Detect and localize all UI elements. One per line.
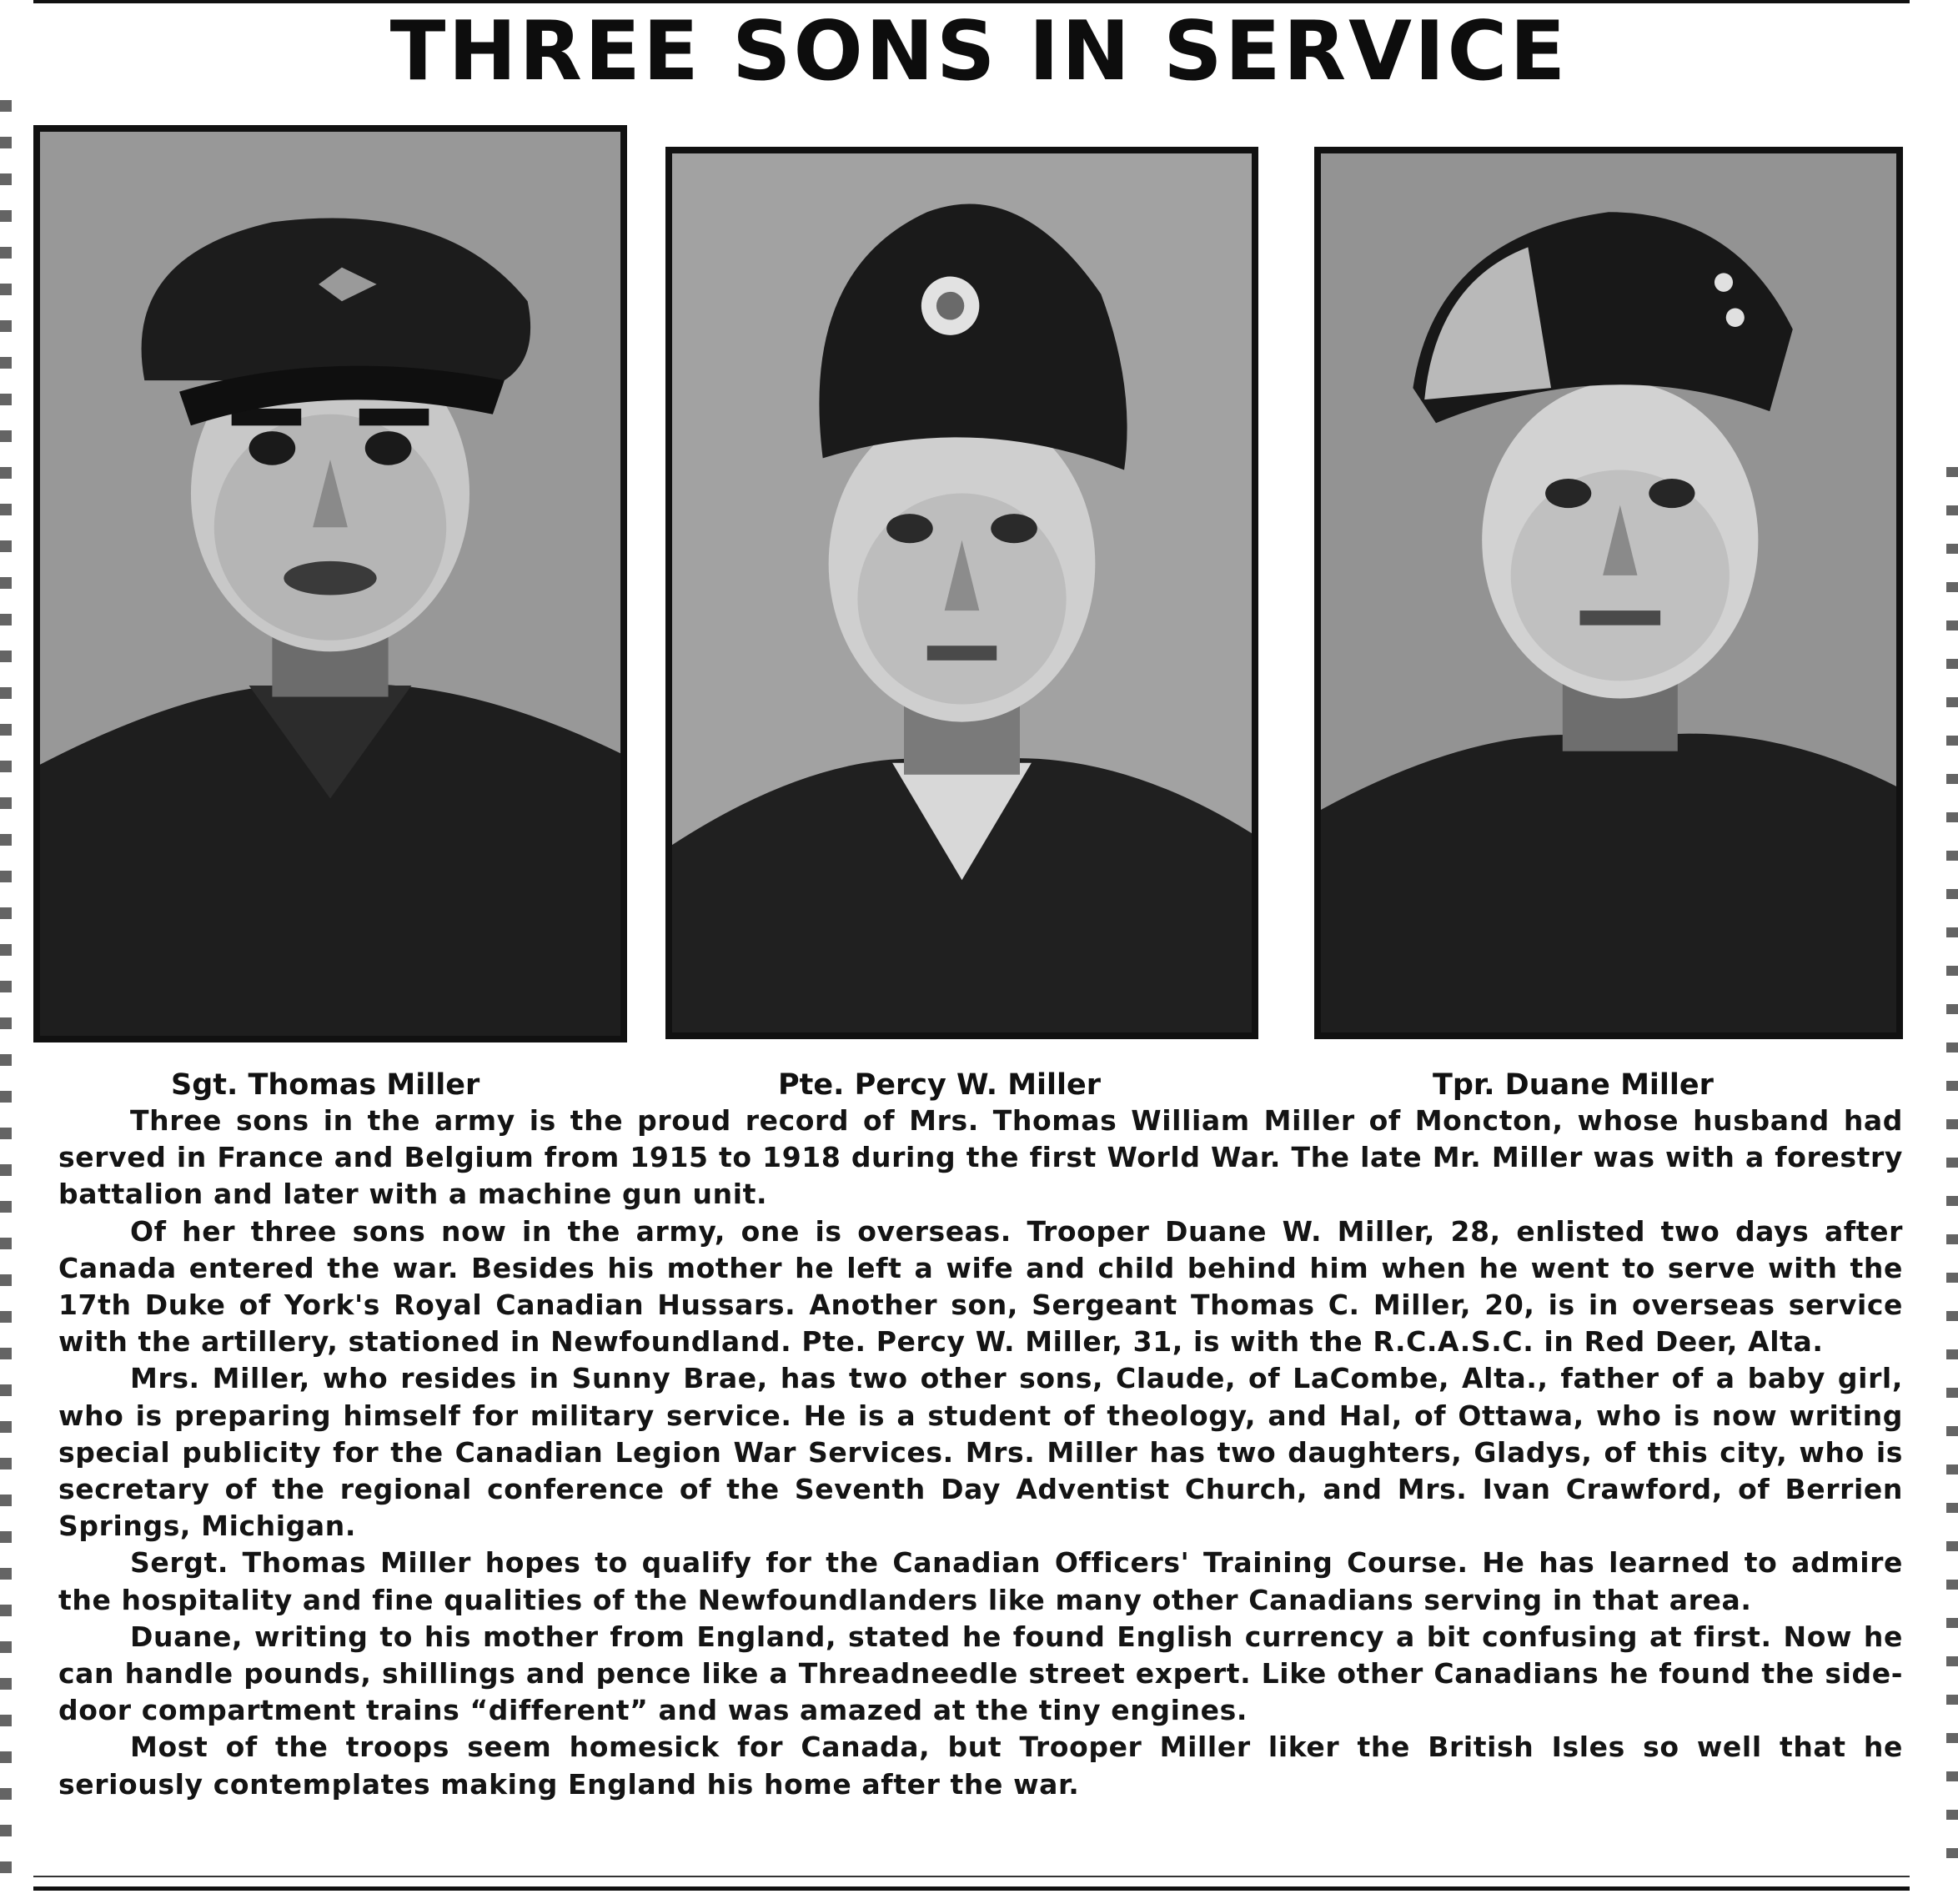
headline: THREE SONS IN SERVICE [389,4,1569,99]
right-margin-fragment [1946,467,1958,1885]
paragraph: Mrs. Miller, who resides in Sunny Brae, has two other sons, Claude, of LaCombe, Alta., father of a baby girl, who is preparing himself for military service. He is a student of theology, and Hal, of Ottawa, who is now writing special publicity for the Canadian Legion War Services. Mrs. Miller has two daughters, Gladys, of this city, who is secretary of the regional conference of the Seventh Day Adventist Church, and Mrs. Ivan Crawford, of Berrien Springs, Michigan. [58,1362,1903,1543]
paragraph: Of her three sons now in the army, one is overseas. Trooper Duane W. Miller, 28, enlisted two days after Canada entered the war. Besides his mother he left a wife and child behind him when he went to serve with the 17th Duke of York's Royal Canadian Hussars. Another son, Sergeant Thomas C. Miller, 20, is in overseas service with the artillery, stationed in Newfoundland. Pte. Percy W. Miller, 31, is with the R.C.A.S.C. in Red Deer, Alta. [58,1214,1903,1359]
portrait-peaked-cap [40,132,620,1036]
portrait-wedge-cap [1321,153,1896,1032]
caption-sgt-thomas-miller: Sgt. Thomas Miller [171,1068,480,1102]
portrait-side-cap [672,153,1252,1032]
paragraph: Most of the troops seem homesick for Canada, but Trooper Miller liker the British Isles so well that he seriously contemplates making England his home after the war. [58,1731,1903,1801]
caption-pte-percy-w-miller: Pte. Percy W. Miller [778,1068,1102,1102]
paragraph: Three sons in the army is the proud record of Mrs. Thomas William Miller of Moncton, whose husband had served in France and Belgium from 1915 to 1918 during the first World War. The late Mr. Miller was with a forestry battalion and later with a machine gun unit. [58,1104,1903,1211]
left-margin-fragment [0,100,12,1893]
photo-sgt-thomas-miller [33,125,627,1042]
paragraph: Duane, writing to his mother from England, stated he found English currency a bit confusing at first. Now he can handle pounds, shillings and pence like a Threadneedle street expert. Like other Canadians he found the side-door compartment trains “different” and was amazed at the tiny engines. [58,1620,1903,1727]
photo-tpr-duane-miller [1314,147,1903,1039]
bottom-rule-thin [33,1876,1910,1877]
bottom-rule [33,1886,1910,1891]
article-body [58,1103,1903,1803]
caption-tpr-duane-miller: Tpr. Duane Miller [1433,1068,1714,1102]
paragraph: Sergt. Thomas Miller hopes to qualify for the Canadian Officers' Training Course. He has learned to admire the hospitality and fine qualities of the Newfoundlanders like many other Canadians serving in that area. [58,1546,1903,1616]
photo-pte-percy-w-miller [665,147,1258,1039]
